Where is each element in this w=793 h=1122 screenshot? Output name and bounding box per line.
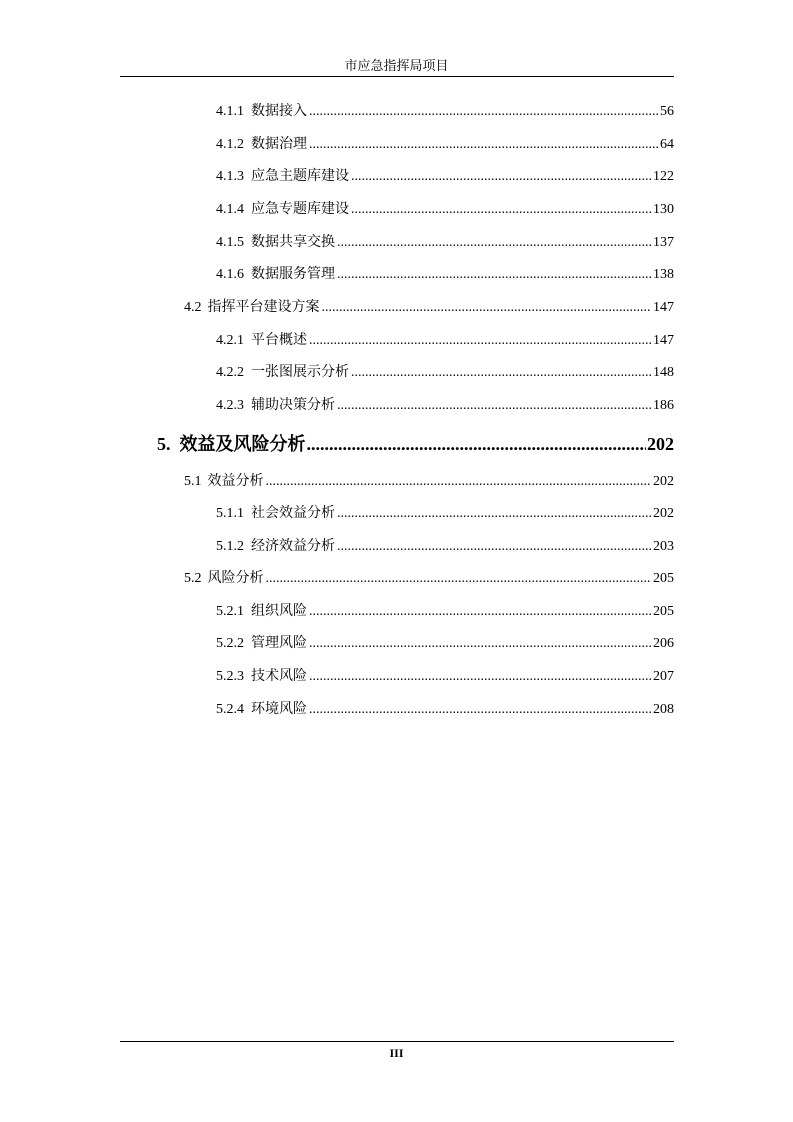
toc-entry-page: 206 [653, 636, 674, 651]
toc-dot-leader [309, 699, 651, 721]
toc-dot-leader [266, 471, 652, 493]
toc-dot-leader [322, 297, 652, 319]
toc-entry-page: 205 [653, 604, 674, 619]
toc-dot-leader [351, 362, 651, 384]
toc-entry-page: 202 [647, 434, 674, 454]
toc-entry[interactable] [184, 568, 674, 590]
toc-entry[interactable] [216, 666, 674, 688]
toc-entry-page: 64 [660, 137, 674, 152]
toc-entry-page: 205 [653, 571, 674, 586]
toc-entry-number: 5.2 [184, 571, 202, 586]
toc-dot-leader [309, 134, 658, 156]
toc-entry-title: 数据服务管理 [251, 267, 335, 282]
toc-entry-number: 4.2 [184, 300, 202, 315]
toc-entry-number: 4.2.2 [216, 365, 244, 380]
toc-dot-leader [309, 330, 651, 352]
toc-entry-number: 5.2.3 [216, 669, 244, 684]
toc-entry[interactable] [216, 199, 674, 221]
toc-entry-title: 指挥平台建设方案 [207, 300, 320, 315]
toc-entry-number: 5.1.1 [216, 506, 244, 521]
toc-entry[interactable] [216, 101, 674, 123]
toc-entry-title: 效益及风险分析 [179, 434, 306, 454]
toc-entry-title: 管理风险 [251, 636, 307, 651]
toc-entry[interactable] [184, 471, 674, 493]
toc-dot-leader [309, 601, 651, 623]
toc-entry-title: 经济效益分析 [251, 539, 335, 554]
toc-dot-leader [351, 199, 651, 221]
toc-entry-title: 应急主题库建设 [251, 169, 349, 184]
toc-entry-page: 203 [653, 539, 674, 554]
toc-entry-number: 4.1.2 [216, 137, 244, 152]
toc-entry[interactable] [216, 362, 674, 384]
toc-dot-leader [351, 166, 651, 188]
header-title: 市应急指挥局项目 [344, 58, 449, 73]
toc-entry-title: 风险分析 [207, 571, 264, 586]
toc-entry-page: 137 [653, 235, 674, 250]
toc-dot-leader [307, 430, 647, 458]
toc-entry-page: 148 [653, 365, 674, 380]
toc-entry-title: 效益分析 [207, 474, 264, 489]
toc-entry-number: 4.1.4 [216, 202, 244, 217]
toc-entry-number: 4.1.5 [216, 235, 244, 250]
toc-entry-page: 147 [653, 333, 674, 348]
toc-entry-number: 5. [157, 434, 171, 454]
toc-entry[interactable] [216, 699, 674, 721]
toc-entry-number: 4.1.6 [216, 267, 244, 282]
toc-entry[interactable] [216, 330, 674, 352]
toc-entry-number: 4.1.3 [216, 169, 244, 184]
toc-entry-title: 应急专题库建设 [251, 202, 349, 217]
toc-dot-leader [337, 395, 651, 417]
toc-entry-number: 5.2.2 [216, 636, 244, 651]
toc-entry-title: 辅助决策分析 [251, 398, 335, 413]
toc-entry-number: 4.2.1 [216, 333, 244, 348]
footer-page-number: III [389, 1046, 404, 1060]
toc-entry[interactable] [216, 503, 674, 525]
toc-entry-page: 207 [653, 669, 674, 684]
toc-entry-title: 数据治理 [251, 137, 307, 152]
toc-chapter-entry[interactable] [157, 430, 674, 458]
toc-entry-title: 数据接入 [251, 104, 307, 119]
toc-dot-leader [309, 101, 658, 123]
toc-entry[interactable] [216, 134, 674, 156]
toc-entry-number: 5.2.4 [216, 702, 244, 717]
footer-rule [120, 1041, 674, 1042]
toc-entry[interactable] [216, 536, 674, 558]
toc-entry-number: 4.2.3 [216, 398, 244, 413]
toc-dot-leader [309, 666, 651, 688]
toc-entry-title: 组织风险 [251, 604, 307, 619]
toc-entry-number: 4.1.1 [216, 104, 244, 119]
toc-entry-number: 5.1 [184, 474, 202, 489]
toc-entry-page: 130 [653, 202, 674, 217]
toc-entry[interactable] [216, 601, 674, 623]
toc-entry-page: 202 [653, 506, 674, 521]
toc-entry[interactable] [184, 297, 674, 319]
toc-entry[interactable] [216, 166, 674, 188]
header-rule [120, 76, 674, 77]
toc-dot-leader [337, 503, 651, 525]
toc-dot-leader [337, 536, 651, 558]
toc-entry-page: 147 [653, 300, 674, 315]
toc-dot-leader [309, 633, 651, 655]
toc-dot-leader [266, 568, 652, 590]
toc-entry-title: 技术风险 [251, 669, 307, 684]
toc-entry-title: 一张图展示分析 [251, 365, 349, 380]
toc-entry[interactable] [216, 395, 674, 417]
toc-entry-page: 56 [660, 104, 674, 119]
toc-entry-page: 208 [653, 702, 674, 717]
toc-dot-leader [337, 232, 651, 254]
toc-entry[interactable] [216, 633, 674, 655]
toc-entry[interactable] [216, 232, 674, 254]
toc-entry[interactable] [216, 264, 674, 286]
toc-entry-title: 环境风险 [251, 702, 307, 717]
toc-entry-title: 平台概述 [251, 333, 307, 348]
toc-entry-page: 202 [653, 474, 674, 489]
toc-entry-page: 138 [653, 267, 674, 282]
toc-entry-page: 122 [653, 169, 674, 184]
toc-dot-leader [337, 264, 651, 286]
toc-entry-title: 社会效益分析 [251, 506, 335, 521]
toc-entry-number: 5.1.2 [216, 539, 244, 554]
toc-entry-title: 数据共享交换 [251, 235, 335, 250]
toc-entry-page: 186 [653, 398, 674, 413]
toc-entry-number: 5.2.1 [216, 604, 244, 619]
